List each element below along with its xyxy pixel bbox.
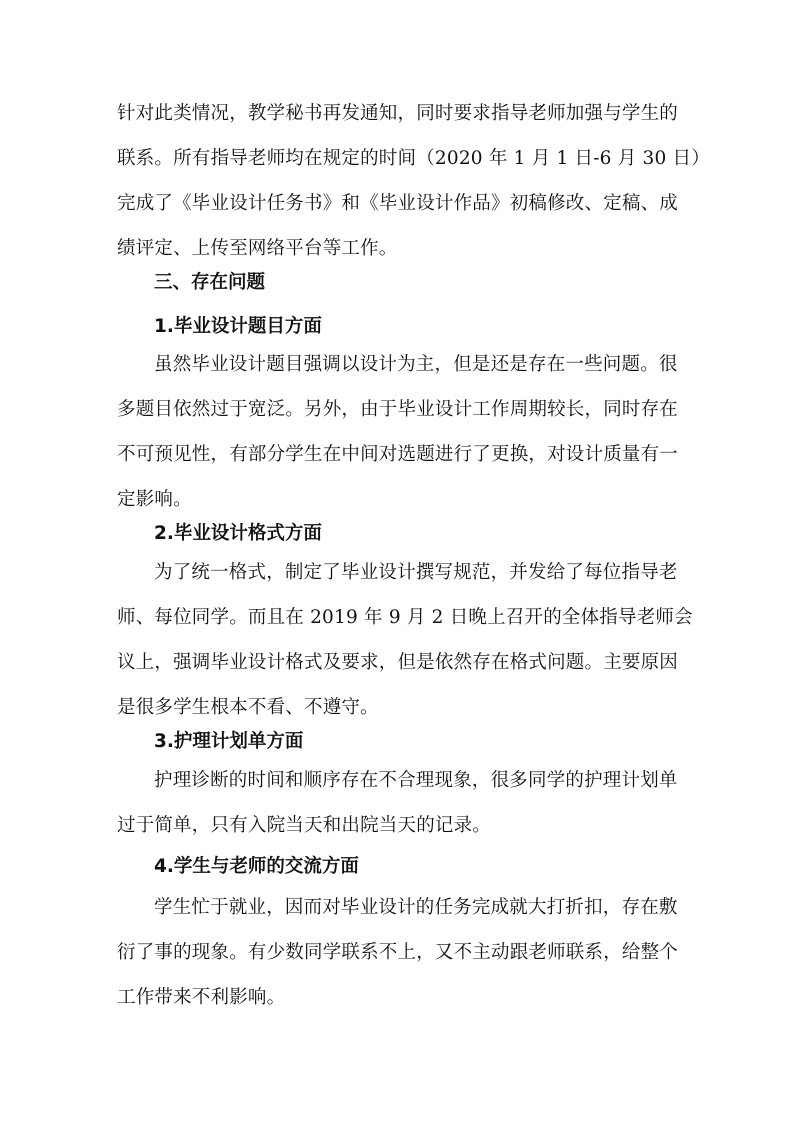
paragraph-line: 针对此类情况，教学秘书再发通知，同时要求指导老师加强与学生的 [117,103,679,124]
subsection-heading: 4.学生与老师的交流方面 [154,856,359,877]
paragraph-line: 不可预见性，有部分学生在中间对选题进行了更换，对设计质量有一 [117,444,679,465]
subsection-heading: 2.毕业设计格式方面 [154,523,322,544]
paragraph-line: 护理诊断的时间和顺序存在不合理现象，很多同学的护理计划单 [154,770,678,791]
paragraph-line: 是很多学生根本不看、不遵守。 [117,697,379,718]
paragraph-line: 为了统一格式，制定了毕业设计撰写规范，并发给了每位指导老 [154,562,678,583]
paragraph-line: 定影响。 [117,489,192,510]
paragraph-line: 绩评定、上传至网络平台等工作。 [117,238,398,259]
paragraph-line: 学生忙于就业，因而对毕业设计的任务完成就大打折扣，存在敷 [154,897,678,918]
subsection-heading: 1.毕业设计题目方面 [154,316,322,337]
paragraph-line: 虽然毕业设计题目强调以设计为主，但是还是存在一些问题。很 [154,354,678,375]
paragraph-line: 多题目依然过于宽泛。另外，由于毕业设计工作周期较长，同时存在 [117,399,679,420]
section-heading: 三、存在问题 [154,272,266,293]
paragraph-line: 过于简单，只有入院当天和出院当天的记录。 [117,815,492,836]
paragraph-line: 完成了《毕业设计任务书》和《毕业设计作品》初稿修改、定稿、成 [117,193,679,214]
subsection-heading: 3.护理计划单方面 [154,731,304,752]
paragraph-line: 师、每位同学。而且在 2019 年 9 月 2 日晚上召开的全体指导老师会 [117,607,693,628]
paragraph-line: 衍了事的现象。有少数同学联系不上，又不主动跟老师联系，给整个 [117,942,679,963]
paragraph-line: 议上，强调毕业设计格式及要求，但是依然存在格式问题。主要原因 [117,652,679,673]
paragraph-line: 工作带来不利影响。 [117,987,286,1008]
paragraph-line: 联系。所有指导老师均在规定的时间（2020 年 1 月 1 日-6 月 30 日） [117,148,710,169]
